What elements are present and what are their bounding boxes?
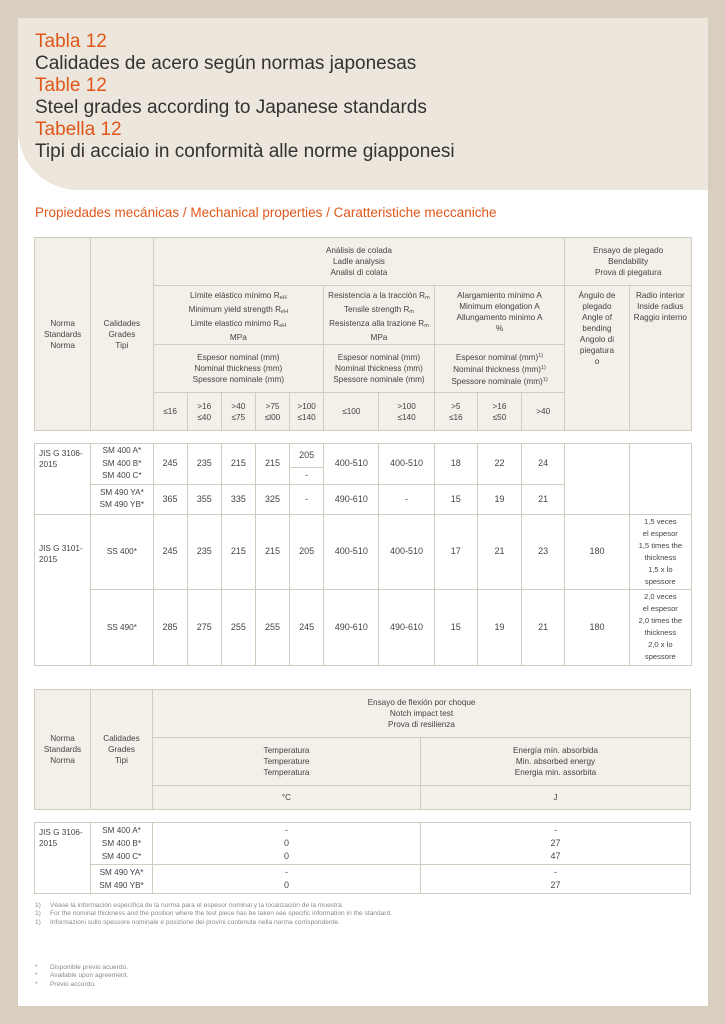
range-header: >100 ≤140 [290, 393, 324, 431]
value-cell: - 27 47 [421, 823, 691, 865]
value-cell: 15 [434, 484, 477, 514]
value-cell: 400-510 [379, 444, 434, 485]
availability-en: Available upon agreement. [50, 972, 129, 980]
grade-cell: SM 490 YA* SM 490 YB* [91, 865, 153, 894]
empty-cell [565, 444, 629, 515]
temperature-unit: °C [153, 786, 421, 810]
range-header: ≤100 [324, 393, 379, 431]
value-cell: - [290, 484, 324, 514]
notch-impact-table [34, 689, 691, 894]
elongation-header: Alargamiento mínimo A Minimum elongation A Allungamento minimo A % [434, 286, 565, 345]
availability-es: Disponible previo acuerdo. [50, 964, 129, 971]
value-cell: - [379, 484, 434, 514]
grade-cell: SM 400 A* SM 400 B* SM 400 C* [91, 444, 153, 485]
value-cell: 335 [221, 484, 255, 514]
bendability-header: Ensayo de plegado Bendability Prova di piegatura [565, 238, 692, 286]
standard-cell: JIS G 3106- 2015 [35, 444, 91, 515]
value-cell: 205 [290, 444, 324, 468]
range-header: >40 ≤75 [221, 393, 255, 431]
value-cell: 400-510 [324, 444, 379, 485]
energy-unit: J [421, 786, 691, 810]
title-en: Steel grades according to Japanese standards [35, 97, 427, 118]
title-header [18, 18, 708, 190]
value-cell: - 0 [153, 865, 421, 894]
value-cell: 21 [522, 589, 565, 665]
value-cell: 490-610 [379, 589, 434, 665]
grade-cell: SM 400 A* SM 400 B* SM 400 C* [91, 823, 153, 865]
availability-notes: * Disponible previo acuerdo. * Available upon agreement. * Previo accordo. [35, 964, 129, 988]
value-cell: 215 [221, 444, 255, 485]
radius-cell: 2,0 veces el espesor 2,0 times the thickness 2,0 x lo spessore [629, 589, 691, 665]
value-cell: 21 [522, 484, 565, 514]
value-cell: 22 [477, 444, 521, 485]
value-cell: 400-510 [379, 514, 434, 589]
title-es: Calidades de acero según normas japonesas [35, 53, 417, 74]
value-cell: 19 [477, 484, 521, 514]
value-cell: 180 [565, 589, 629, 665]
value-cell: 15 [434, 589, 477, 665]
value-cell: 24 [522, 444, 565, 485]
footnotes: 1) Véase la información específica de la norma para el espesor nominal y la localización de la muestra. 1) For the nominal thickness and the position where the test piece has be taken see specific information in the standard. 1) Informazioni sullo spessore nominale e posizione dei provini contenute nella norma corrispondente. [35, 902, 392, 926]
range-header: >75 ≤l00 [255, 393, 289, 431]
footnote-it: Informazioni sullo spessore nominale e posizione dei provini contenute nella norma corrispondente. [50, 918, 340, 926]
grade-cell: SM 490 YA* SM 490 YB* [91, 484, 153, 514]
value-cell: 235 [187, 444, 221, 485]
range-header: ≤16 [153, 393, 187, 431]
value-cell: 255 [221, 589, 255, 665]
grade-cell: SS 490* [91, 589, 153, 665]
value-cell: 19 [477, 589, 521, 665]
value-cell: 245 [290, 589, 324, 665]
tensile-strength-header: Resistencia a la tracción $R_m$ Tensile strength $R_m$ Resistenza alla trazione $R_m$ MPa [324, 286, 434, 345]
empty-cell [629, 444, 691, 515]
ladle-analysis-header: Análisis de colada Ladle analysis Analisi di colata [153, 238, 565, 286]
notch-impact-header: Ensayo de flexión por choque Notch impact test Prova di resilienza [153, 690, 691, 738]
mechanical-properties-table [34, 237, 692, 666]
value-cell: 235 [187, 514, 221, 589]
availability-it: Previo accordo. [50, 980, 96, 988]
value-cell: 400-510 [324, 514, 379, 589]
value-cell: 245 [153, 514, 187, 589]
yield-strength-header: Límite elástico mínimo $R_{eH}$ Minimum yield strength $R_{eH}$ Limite elastico minimo $R_{eH}$ MPa [153, 286, 324, 345]
thickness-header-yield: Espesor nominal (mm) Nominal thickness (mm) Spessore nominale (mm) [153, 345, 324, 393]
value-cell: 490-610 [324, 484, 379, 514]
grades-header: Calidades Grades Tipi [91, 690, 153, 810]
value-cell: 23 [522, 514, 565, 589]
temperature-header: Temperatura Temperature Temperatura [153, 738, 421, 786]
footnote-es: Véase la información específica de la norma para el espesor nominal y la localización de la muestra. [50, 902, 344, 909]
norma-header: Norma Standards Norma [35, 690, 91, 810]
grade-cell: SS 400* [91, 514, 153, 589]
range-header: >16 ≤40 [187, 393, 221, 431]
standard-cell: JIS G 3101- 2015 [35, 514, 91, 665]
value-cell: 285 [153, 589, 187, 665]
value-cell: 215 [221, 514, 255, 589]
radius-cell: 1,5 veces el espesor 1,5 times the thickness 1,5 x lo spessore [629, 514, 691, 589]
value-cell: 215 [255, 514, 289, 589]
title-es-label: Tabla 12 [35, 31, 107, 52]
page [18, 18, 708, 1006]
value-cell: 17 [434, 514, 477, 589]
range-header: >5 ≤16 [434, 393, 477, 431]
value-cell: 325 [255, 484, 289, 514]
standard-cell: JIS G 3106- 2015 [35, 823, 91, 894]
value-cell: 18 [434, 444, 477, 485]
thickness-header-tensile: Espesor nominal (mm) Nominal thickness (mm) Spessore nominale (mm) [324, 345, 434, 393]
value-cell: 180 [565, 514, 629, 589]
value-cell: - 27 [421, 865, 691, 894]
value-cell: 21 [477, 514, 521, 589]
title-en-label: Table 12 [35, 75, 107, 96]
value-cell: 255 [255, 589, 289, 665]
value-cell: 245 [153, 444, 187, 485]
title-it-label: Tabella 12 [35, 119, 122, 140]
value-cell: 490-610 [324, 589, 379, 665]
section-title: Propiedades mecánicas / Mechanical properties / Caratteristiche meccaniche [35, 205, 497, 220]
range-header: >16 ≤50 [477, 393, 521, 431]
range-header: >100 ≤140 [379, 393, 434, 431]
value-cell: 275 [187, 589, 221, 665]
inside-radius-header: Radio interior Inside radius Raggio interno [629, 286, 691, 431]
value-cell: 205 [290, 514, 324, 589]
range-header: >40 [522, 393, 565, 431]
norma-header: Norma Standards Norma [35, 238, 91, 431]
energy-header: Energía mín. absorbida Min. absorbed energy Energia min. assorbita [421, 738, 691, 786]
thickness-header-elongation: Espesor nominal (mm)$^{1)}$ Nominal thickness (mm)$^{1)}$ Spessore nominale (mm)$^{1)}$ [434, 345, 565, 393]
value-cell: - [290, 467, 324, 484]
value-cell: 215 [255, 444, 289, 485]
value-cell: 365 [153, 484, 187, 514]
grades-header: Calidades Grades Tipi [91, 238, 153, 431]
value-cell: 355 [187, 484, 221, 514]
value-cell: - 0 0 [153, 823, 421, 865]
bending-angle-header: Ángulo de plegado Angle of bending Angolo di piegatura o [565, 286, 629, 431]
footnote-en: For the nominal thickness and the position where the test piece has be taken see specific information in the standard. [50, 910, 392, 918]
title-it: Tipi di acciaio in conformità alle norme giapponesi [35, 141, 455, 162]
